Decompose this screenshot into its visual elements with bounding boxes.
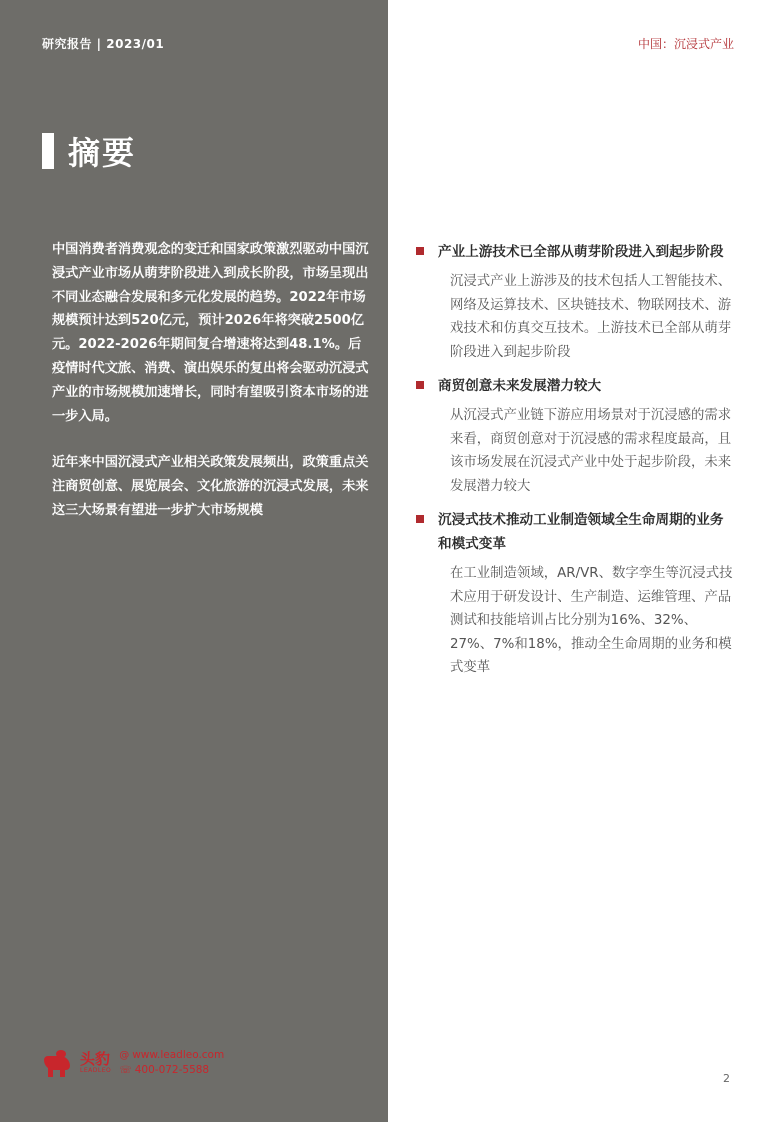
logo-name-cn: 头豹	[80, 1050, 111, 1068]
leopard-logo-icon	[40, 1048, 76, 1078]
finding-item	[416, 508, 736, 680]
finding-item	[416, 240, 736, 364]
finding-body: 在工业制造领域，AR/VR、数字孪生等沉浸式技术应用于研发设计、生产制造、运维管理、产品测试和技能培训占比分别为16%、32%、27%、7%和18%，推动全生命周期的业务和模式变革	[450, 566, 733, 675]
website-link[interactable]: www.leadleo.com	[132, 1049, 225, 1061]
leadleo-logo	[40, 1048, 224, 1078]
phone-row	[119, 1063, 224, 1078]
finding-body: 沉浸式产业上游涉及的技术包括人工智能技术、网络及运算技术、区块链技术、物联网技术、游戏技术和仿真交互技术。上游技术已全部从萌芽阶段进入到起步阶段	[450, 274, 732, 360]
bullet-square-icon	[416, 247, 424, 255]
report-topic: 中国：沉浸式产业	[637, 37, 734, 51]
page-title: 摘要	[68, 134, 137, 172]
bullet-square-icon	[416, 515, 424, 523]
section-title	[42, 128, 136, 174]
finding-title: 商贸创意未来发展潜力较大	[438, 378, 602, 394]
contact-info	[119, 1048, 224, 1078]
phone-icon: ☏	[119, 1065, 132, 1076]
title-bar	[42, 133, 54, 169]
bullet-square-icon	[416, 381, 424, 389]
logo-name-en: LEADLEO	[80, 1067, 112, 1074]
finding-item	[416, 374, 736, 498]
finding-title: 沉浸式技术推动工业制造领域全生命周期的业务和模式变革	[438, 512, 724, 552]
phone-number: 400-072-5588	[134, 1064, 210, 1076]
logo-text	[80, 1051, 111, 1075]
summary-paragraph-2: 近年来中国沉浸式产业相关政策发展频出，政策重点关注商贸创意、展览展会、文化旅游的沉浸式发展，未来这三大场景有望进一步扩大市场规模	[52, 455, 369, 518]
key-findings	[416, 240, 736, 690]
web-icon: @	[119, 1050, 130, 1061]
report-label: 研究报告 | 2023/01	[42, 37, 165, 51]
finding-body: 从沉浸式产业链下游应用场景对于沉浸感的需求来看，商贸创意对于沉浸感的需求程度最高，且该市场发展在沉浸式产业中处于起步阶段，未来发展潜力较大	[450, 408, 732, 494]
summary-paragraph-1: 中国消费者消费观念的变迁和国家政策激烈驱动中国沉浸式产业市场从萌芽阶段进入到成长阶段，市场呈现出不同业态融合发展和多元化发展的趋势。2022年市场规模预计达到520亿元，预计2026年将突破2500亿元。2022-2026年期间复合增速将达到48.1%。后疫情时代文旅、消费、演出娱乐的复出将会驱动沉浸式产业的市场规模加速增长，同时有望吸引资本市场的进一步入局。	[52, 242, 369, 424]
website-row[interactable]	[119, 1048, 224, 1063]
page-number: 2	[723, 1072, 730, 1085]
finding-title: 产业上游技术已全部从萌芽阶段进入到起步阶段	[438, 244, 724, 260]
